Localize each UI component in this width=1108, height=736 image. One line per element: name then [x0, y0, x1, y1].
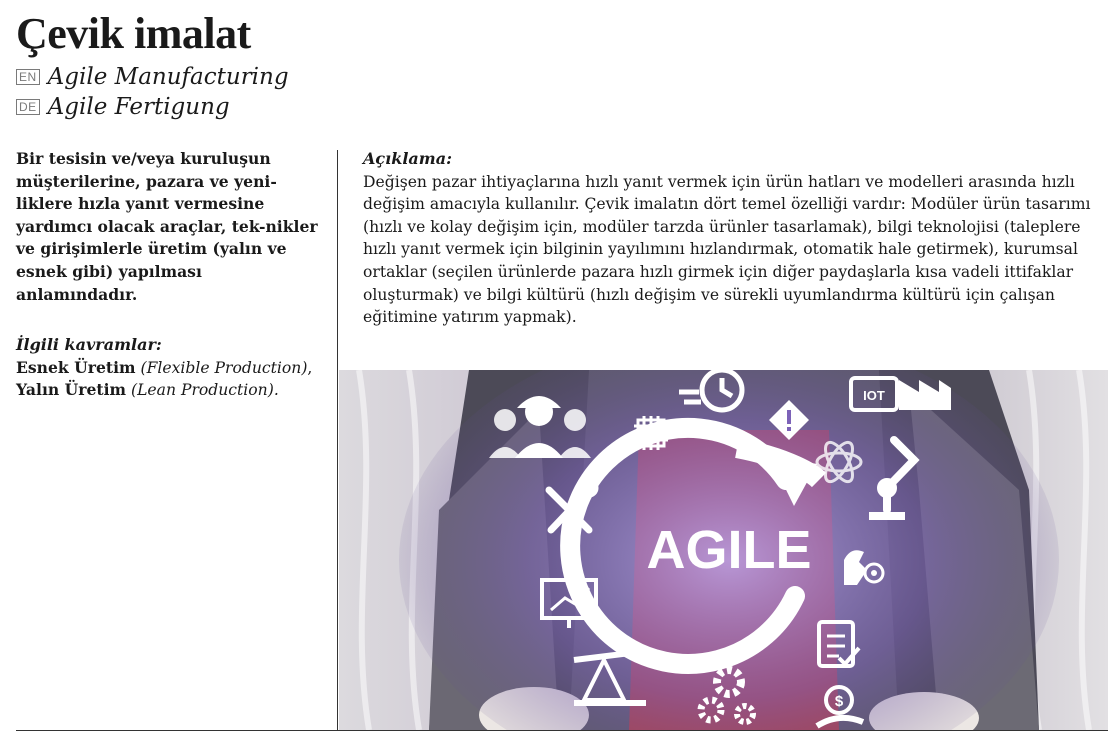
page-title: Çevik imalat [16, 9, 251, 58]
related-term: Yalın Üretim [16, 380, 127, 400]
right-column [363, 148, 1097, 329]
agile-illustration [339, 370, 1108, 730]
related-terminator: . [273, 381, 279, 400]
definition-text: Bir tesisin ve/veya kuruluşun müşterilerine, pazara ve yeni-liklere hızla yanıt vermesine yardımcı olacak araçlar, tek-nikler ve girişimlerle üretim (yalın ve esnek gibi) yapılması anlamındadır. [16, 149, 318, 304]
related-concepts-heading: İlgili kavramlar: [16, 335, 162, 355]
description-text: Değişen pazar ihtiyaçlarına hızlı yanıt vermek için ürün hatları ve modelleri arasında hızlı değişim amacıyla kullanılır. Çevik imalatın dört temel özelliği vardır: Modüler ürün tasarımı (hızlı ve kolay değişim için, modüler tarzda ürünler tasarlamak), bilgi teknolojisi (taleplere hızlı yanıt vermek için bilginin yayılımını hızlandırmak, otomatik hale getirmek), kurumsal ortaklar (seçilen ürünlerde pazara hızlı girmek için diğer paydaşlarla kısa vadeli ittifaklar oluşturmak) ve bilgi kültürü (hızlı değişim ve sürekli uyumlandırma kültürü için çalışan eğitimine yatırım yapmak). [363, 172, 1091, 327]
related-term-translation: (Lean Production) [130, 381, 274, 400]
column-divider [337, 150, 338, 730]
lang-code-de: DE [16, 99, 40, 115]
description-heading: Açıklama: [363, 149, 452, 168]
translation-de [16, 92, 230, 122]
svg-text:$: $ [834, 693, 844, 710]
translation-en [16, 62, 289, 92]
related-term: Esnek Üretim [16, 357, 136, 377]
related-term-translation: (Flexible Production) [140, 358, 308, 377]
translation-text-en: Agile Manufacturing [47, 64, 289, 90]
translation-text-de: Agile Fertigung [47, 94, 230, 120]
iot-label: IOT [863, 388, 885, 403]
bottom-rule [16, 730, 1108, 731]
lang-code-en: EN [16, 69, 40, 85]
related-separator: , [307, 358, 313, 377]
agile-label: AGILE [646, 520, 812, 580]
microchip-icon [634, 416, 668, 450]
left-column [16, 148, 318, 402]
related-concepts-list [16, 357, 318, 402]
